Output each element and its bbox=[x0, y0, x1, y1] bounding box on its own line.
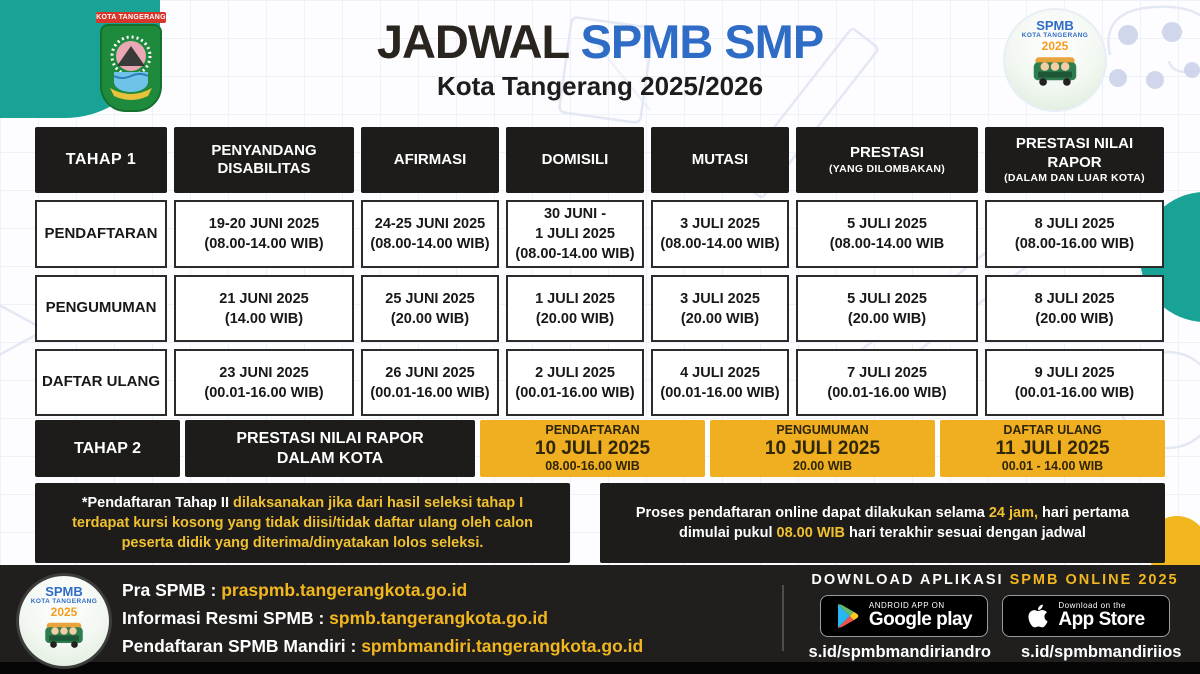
table-cell: 25 JUNI 2025 (20.00 WIB) bbox=[361, 275, 499, 342]
column-header-afirmasi: AFIRMASI bbox=[361, 127, 499, 193]
spmb-mandiri-url[interactable]: spmbmandiri.tangerangkota.go.id bbox=[361, 636, 644, 656]
stage2-category-cell: PRESTASI NILAI RAPOR DALAM KOTA bbox=[185, 420, 475, 477]
badge-year-text: 2025 bbox=[1041, 39, 1069, 54]
table-cell: 2 JULI 2025 (00.01-16.00 WIB) bbox=[506, 349, 644, 416]
google-play-badge[interactable]: ANDROID APP ON Google play bbox=[820, 595, 988, 637]
crest-banner-label: KOTA TANGERANG bbox=[96, 14, 166, 21]
table-cell: 26 JUNI 2025 (00.01-16.00 WIB) bbox=[361, 349, 499, 416]
page-subtitle: Kota Tangerang 2025/2026 bbox=[436, 70, 764, 101]
app-store-badge[interactable]: Download on the App Store bbox=[1002, 595, 1170, 637]
table-cell: 8 JULI 2025 (08.00-16.00 WIB) bbox=[985, 200, 1164, 268]
column-header-mutasi: MUTASI bbox=[651, 127, 789, 193]
download-section bbox=[800, 572, 1190, 662]
school-bus-icon bbox=[39, 619, 89, 649]
table-cell: 5 JULI 2025 (20.00 WIB) bbox=[796, 275, 978, 342]
column-header-domisili: DOMISILI bbox=[506, 127, 644, 193]
stage2-schedule-row bbox=[35, 420, 1165, 477]
spmb-2025-logo-footer: SPMB KOTA TANGERANG 2025 bbox=[16, 573, 112, 669]
row-label-pendaftaran: PENDAFTARAN bbox=[35, 200, 167, 268]
title-dark: JADWAL bbox=[376, 15, 569, 68]
row-label-pengumuman: PENGUMUMAN bbox=[35, 275, 167, 342]
footer-links bbox=[122, 576, 643, 660]
table-cell: 8 JULI 2025 (20.00 WIB) bbox=[985, 275, 1164, 342]
table-cell: 3 JULI 2025 (20.00 WIB) bbox=[651, 275, 789, 342]
column-header-penyandang-disabilitas: PENYANDANG DISABILITAS bbox=[174, 127, 354, 193]
spmb-mandiri-link-row: Pendaftaran SPMB Mandiri : spmbmandiri.tangerangkota.go.id bbox=[122, 636, 644, 656]
table-cell: 1 JULI 2025 (20.00 WIB) bbox=[506, 275, 644, 342]
spmb-2025-logo bbox=[1003, 8, 1107, 112]
stage1-schedule-table bbox=[35, 127, 1164, 416]
online-registration-note: Proses pendaftaran online dapat dilakukan selama 24 jam, hari pertama dimulai pukul 08.00 WIB hari terakhir sesuai dengan jadwal bbox=[600, 483, 1165, 563]
table-cell: 5 JULI 2025 (08.00-14.00 WIB bbox=[796, 200, 978, 268]
school-bus-icon bbox=[1028, 53, 1082, 87]
row-label-daftar-ulang: DAFTAR ULANG bbox=[35, 349, 167, 416]
table-cell: 21 JUNI 2025 (14.00 WIB) bbox=[174, 275, 354, 342]
apple-icon bbox=[1027, 603, 1049, 629]
stage2-pendaftaran-cell: PENDAFTARAN 10 JULI 2025 08.00-16.00 WIB bbox=[480, 420, 705, 477]
download-heading: DOWNLOAD APLIKASI SPMB ONLINE 2025 bbox=[811, 572, 1179, 588]
footer-divider bbox=[782, 585, 784, 651]
pra-spmb-link-row: Pra SPMB : praspmb.tangerangkota.go.id bbox=[122, 580, 468, 600]
info-spmb-url[interactable]: spmb.tangerangkota.go.id bbox=[329, 608, 548, 628]
table-cell: 24-25 JUNI 2025 (08.00-14.00 WIB) bbox=[361, 200, 499, 268]
stage2-daftar-ulang-cell: DAFTAR ULANG 11 JULI 2025 00.01 - 14.00 WIB bbox=[940, 420, 1165, 477]
footer bbox=[0, 565, 1200, 674]
table-cell: 30 JUNI - 1 JULI 2025 (08.00-14.00 WIB) bbox=[506, 200, 644, 268]
stage1-label-cell: TAHAP 1 bbox=[35, 127, 167, 193]
badge-spmb-text: SPMB bbox=[1036, 18, 1074, 33]
table-cell: 9 JULI 2025 (00.01-16.00 WIB) bbox=[985, 349, 1164, 416]
ios-short-link[interactable]: s.id/spmbmandiriios bbox=[1021, 643, 1182, 661]
badge-kota-text: KOTA TANGERANG bbox=[1021, 32, 1089, 39]
title-blue: SPMB SMP bbox=[580, 15, 824, 68]
stage2-label-cell: TAHAP 2 bbox=[35, 420, 180, 477]
android-short-link[interactable]: s.id/spmbmandiriandro bbox=[808, 643, 991, 661]
table-cell: 4 JULI 2025 (00.01-16.00 WIB) bbox=[651, 349, 789, 416]
table-cell: 3 JULI 2025 (08.00-14.00 WIB) bbox=[651, 200, 789, 268]
stage2-pengumuman-cell: PENGUMUMAN 10 JULI 2025 20.00 WIB bbox=[710, 420, 935, 477]
stage2-footnote: *Pendaftaran Tahap II dilaksanakan jika dari hasil seleksi tahap I terdapat kursi kosong yang tidak diisi/tidak daftar ulang oleh calon peserta didik yang diterima/dinyatakan lolos seleksi. bbox=[35, 483, 570, 563]
table-cell: 7 JULI 2025 (00.01-16.00 WIB) bbox=[796, 349, 978, 416]
pra-spmb-url[interactable]: praspmb.tangerangkota.go.id bbox=[221, 580, 468, 600]
info-spmb-link-row: Informasi Resmi SPMB : spmb.tangerangkota.go.id bbox=[122, 608, 548, 628]
play-triangle-icon bbox=[836, 603, 860, 629]
column-header-prestasi-nilai-rapor: PRESTASI NILAI RAPOR (DALAM DAN LUAR KOTA) bbox=[985, 127, 1164, 193]
table-cell: 19-20 JUNI 2025 (08.00-14.00 WIB) bbox=[174, 200, 354, 268]
table-cell: 23 JUNI 2025 (00.01-16.00 WIB) bbox=[174, 349, 354, 416]
column-header-prestasi: PRESTASI (YANG DILOMBAKAN) bbox=[796, 127, 978, 193]
